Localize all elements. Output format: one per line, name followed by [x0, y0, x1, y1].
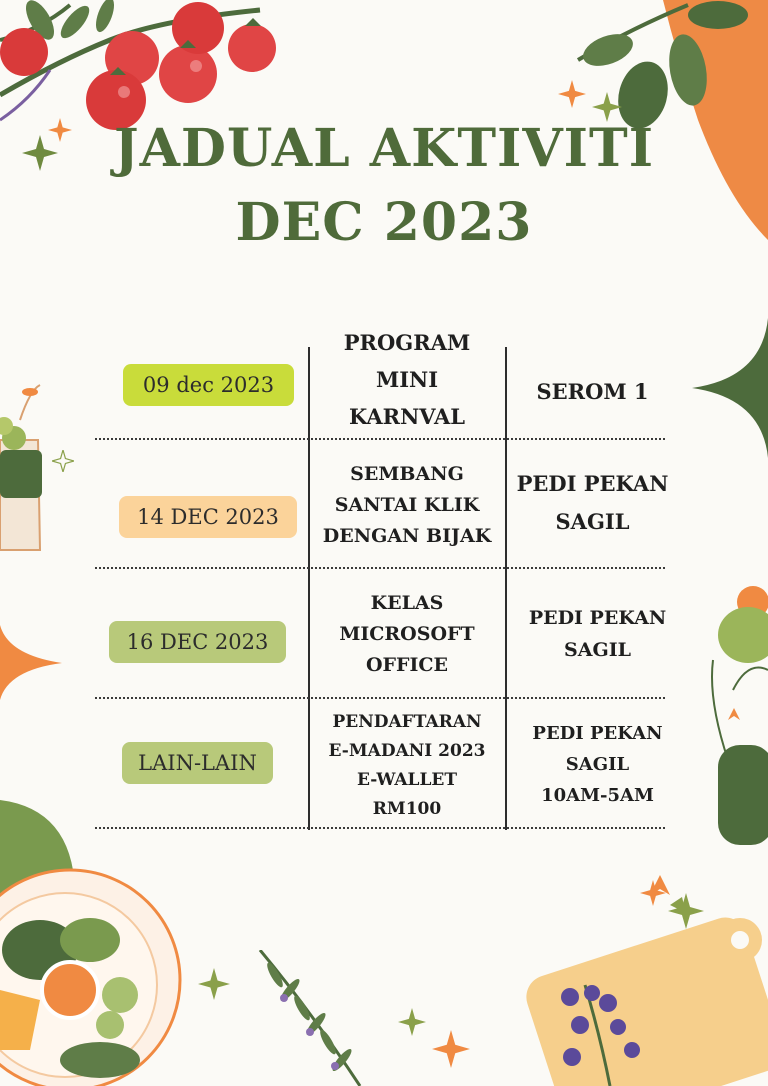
star-shape-decoration: [692, 318, 768, 458]
activity-cell: [312, 324, 502, 434]
activity-line: E-WALLET: [356, 770, 458, 790]
star-shape-decoration: [0, 625, 62, 700]
title-line-2: DEC 2023: [235, 192, 533, 253]
activity-line: MICROSOFT: [339, 622, 475, 645]
date-badge: 14 DEC 2023: [119, 496, 297, 538]
page-title: [0, 112, 768, 260]
location-line: PEDI PEKAN: [528, 607, 667, 629]
title-line-1: JADUAL AKTIVITI: [113, 118, 655, 179]
activity-line: PENDAFTARAN: [332, 712, 482, 732]
table-row-divider: [95, 697, 665, 699]
vegetables-decoration: [708, 580, 768, 850]
activity-line: MINI: [375, 366, 439, 392]
activity-cell: [312, 586, 502, 682]
location-line: SAGIL: [564, 639, 631, 661]
sparkle-icon: [198, 968, 230, 1000]
activity-line: KARNVAL: [348, 403, 466, 429]
location-line: PEDI PEKAN: [532, 722, 663, 744]
table-column-divider: [505, 347, 507, 830]
activity-cell: [312, 456, 502, 554]
sparkle-icon: [640, 880, 666, 906]
activity-line: SEMBANG: [350, 462, 464, 485]
rosemary-decoration: [240, 950, 400, 1086]
location-line: SAGIL: [555, 509, 630, 534]
cutting-board-decoration: [500, 875, 768, 1086]
sparkle-icon: [398, 1008, 426, 1036]
sparkle-icon: [52, 450, 74, 472]
activity-cell: [312, 706, 502, 826]
activity-line: SANTAI KLIK: [334, 493, 480, 516]
activity-line: E-MADANI 2023: [328, 741, 486, 761]
activity-line: PROGRAM: [343, 329, 471, 355]
location-line: SAGIL: [565, 753, 630, 775]
date-badge: 16 DEC 2023: [109, 621, 286, 663]
activity-line: RM100: [372, 799, 442, 819]
table-column-divider: [308, 347, 310, 830]
sparkle-icon: [668, 893, 704, 929]
location-cell: [510, 463, 675, 543]
sparkle-icon: [558, 80, 586, 108]
location-line: SEROM 1: [536, 379, 649, 404]
date-badge: LAIN-LAIN: [122, 742, 273, 784]
location-cell: [510, 370, 675, 414]
salad-plate-decoration: [0, 800, 200, 1086]
location-line: PEDI PEKAN: [516, 471, 669, 496]
location-line: 10AM-5AM: [541, 784, 654, 806]
location-cell: [510, 601, 685, 667]
table-row-divider: [95, 567, 665, 569]
table-row-divider: [95, 438, 665, 440]
date-badge: 09 dec 2023: [123, 364, 294, 406]
sparkle-icon: [432, 1030, 470, 1068]
activity-line: DENGAN BIJAK: [322, 524, 492, 547]
location-cell: [510, 716, 685, 812]
activity-line: OFFICE: [365, 653, 449, 676]
table-row-divider: [95, 827, 665, 829]
activity-line: KELAS: [370, 591, 444, 614]
